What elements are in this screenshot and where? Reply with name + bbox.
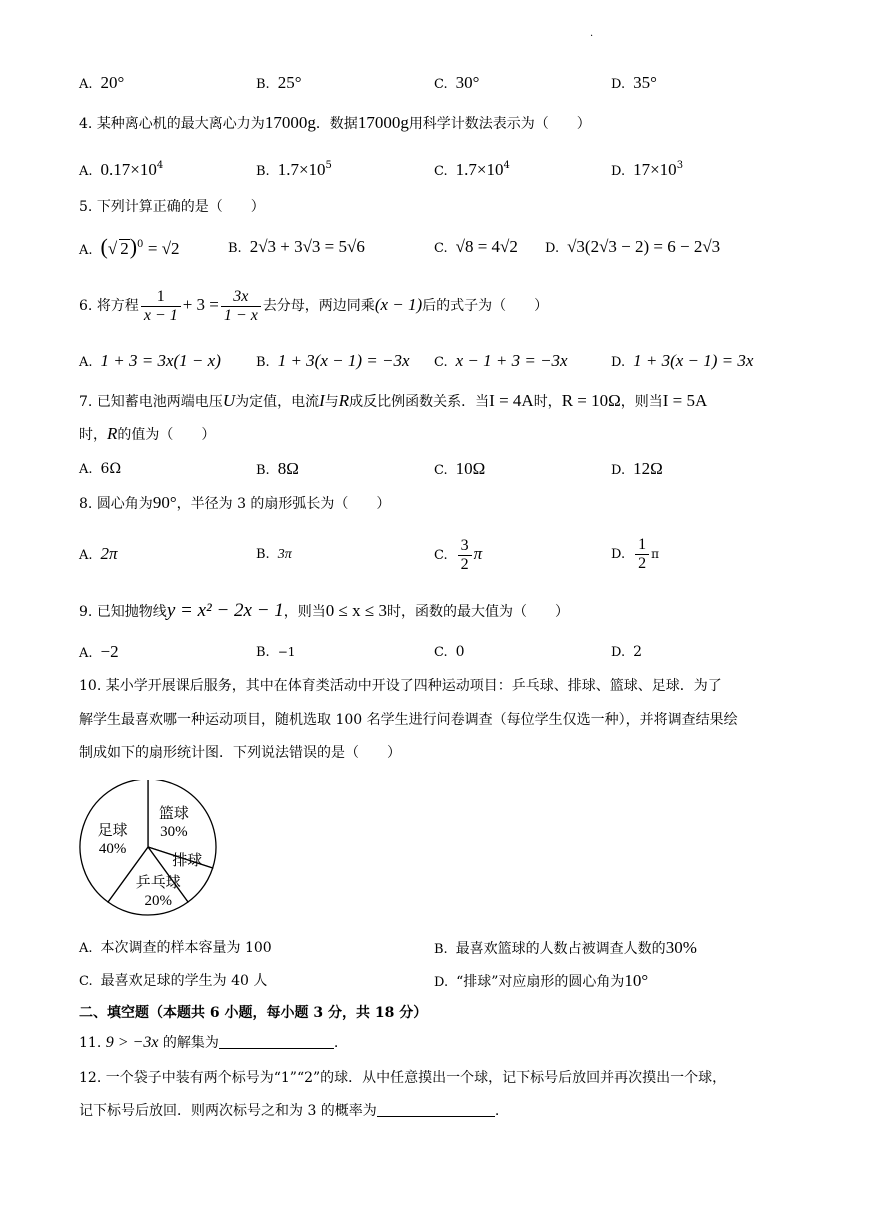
- q6-option-d[interactable]: D. 1 + 3(x − 1) = 3x: [611, 351, 754, 370]
- q4-option-c[interactable]: C. $1.7\times 10^4$: [434, 160, 510, 179]
- q5-option-a[interactable]: A. (√ 2)$^0$ = √2: [79, 234, 180, 259]
- q9-option-d[interactable]: D. 2: [611, 644, 643, 660]
- q7-option-c[interactable]: C. 10Ω: [434, 459, 486, 478]
- q3-option-b-value: 25°: [277, 73, 302, 92]
- q7-option-b[interactable]: B. 8Ω: [256, 459, 299, 478]
- q5-stem: 5. 下列计算正确的是（ ）: [79, 199, 265, 215]
- q10-stem-line3: 制成如下的扇形统计图．下列说法错误的是（ ）: [79, 745, 401, 761]
- q4-option-b[interactable]: B. $1.7\times 10^5$: [256, 160, 332, 179]
- q4-option-a[interactable]: A. $0.17\times 10^4$: [79, 160, 164, 179]
- q7-stem-line2: 时，R的值为（ ）: [79, 424, 216, 443]
- q5-option-d[interactable]: D. √3(2√3 − 2) = 6 − 2√3: [545, 237, 721, 256]
- q6-fraction-2: $\frac{3x}{1 - x}$: [221, 288, 261, 325]
- q8-option-c[interactable]: C. $\frac{3}{2}$ π: [434, 536, 483, 573]
- q7-stem-line1: 7. 已知蓄电池两端电压U为定值，电流I与R成反比例函数关系．当I = 4A时，R = 10Ω，则当I = 5A: [79, 391, 708, 410]
- q3-option-d-value: 35°: [633, 73, 657, 92]
- section-2-title: 二、填空题（本题共 6 小题，每小题 3 分，共 18 分）: [79, 1005, 428, 1021]
- q10-option-a[interactable]: A. 本次调查的样本容量为 100: [79, 940, 272, 956]
- pie-chart: [75, 780, 225, 920]
- q9-option-b[interactable]: B. −1: [256, 645, 296, 660]
- q6-stem: 6. 将方程 $\frac{1}{x - 1}$ + 3 = $\frac{3x}{1 - x}$ 去分母，两边同乘(x − 1)后的式子为（ ）: [79, 287, 549, 324]
- q6-fraction-1: $\frac{1}{x - 1}$: [141, 288, 181, 325]
- q8-option-a[interactable]: A. 2π: [79, 544, 118, 563]
- q9-option-a[interactable]: A. −2: [79, 642, 119, 661]
- q3-option-b[interactable]: B. 25°: [256, 73, 302, 92]
- pie-value-label-2: 20%: [144, 893, 172, 910]
- header-dot: .: [590, 28, 594, 39]
- q5-option-b[interactable]: B. 2√3 + 3√3 = 5√6: [228, 237, 365, 256]
- q9-option-c[interactable]: C. 0: [434, 644, 465, 660]
- q6-option-a[interactable]: A. 1 + 3 = 3x(1 − x): [79, 351, 221, 370]
- q3-option-c[interactable]: C. 30°: [434, 73, 480, 92]
- q7-option-d[interactable]: D. 12Ω: [611, 459, 663, 478]
- q3-option-a[interactable]: A. 20°: [79, 73, 125, 92]
- q11-answer-blank[interactable]: [219, 1034, 334, 1049]
- q8-option-b[interactable]: B. 3π: [256, 547, 292, 562]
- pie-label-1: 排球: [172, 852, 203, 869]
- q4-stem: 4. 某种离心机的最大离心力为17000g．数据17000g用科学计数法表示为（ ）: [79, 113, 591, 132]
- q12-stem-line1: 12. 一个袋子中装有两个标号为“1”“2”的球．从中任意摸出一个球，记下标号后放回并再次摸出一个球，: [79, 1070, 727, 1086]
- pie-label-0: 篮球: [158, 805, 189, 822]
- q9-stem: 9. 已知抛物线y = x² − 2x − 1，则当0 ≤ x ≤ 3时，函数的最大值为（ ）: [79, 600, 569, 621]
- pie-value-label-0: 30%: [160, 823, 188, 840]
- q4-option-d[interactable]: D. $17\times 10^3$: [611, 160, 684, 179]
- q7-option-a[interactable]: A. 6Ω: [79, 461, 122, 477]
- pie-value-label-3: 40%: [98, 840, 127, 857]
- q10-option-c[interactable]: C. 最喜欢足球的学生为 40 人: [79, 973, 268, 989]
- q3-option-d[interactable]: D. 35°: [611, 73, 657, 92]
- q8-option-d[interactable]: D. $\frac{1}{2}$ π: [611, 535, 659, 572]
- q10-stem-line2: 解学生最喜欢哪一种运动项目，随机选取 100 名学生进行问卷调查（每位学生仅选一种），并将调查结果绘: [79, 712, 738, 728]
- q8-stem: 8. 圆心角为90°，半径为 3 的扇形弧长为（ ）: [79, 493, 391, 512]
- q5-option-c[interactable]: C. √8 = 4√2: [434, 237, 518, 256]
- q12-stem-line2: 记下标号后放回．则两次标号之和为 3 的概率为 .: [79, 1103, 500, 1119]
- q10-option-b[interactable]: B. 最喜欢篮球的人数占被调查人数的30%: [434, 938, 697, 957]
- q3-option-c-value: 30°: [455, 73, 480, 92]
- pie-label-3: 足球: [97, 822, 128, 839]
- q10-stem-line1: 10. 某小学开展课后服务，其中在体育类活动中开设了四种运动项目：乒乓球、排球、篮球、足球．为了: [79, 678, 722, 694]
- q3-option-a-value: 20°: [100, 73, 125, 92]
- pie-label-2: 乒乓球: [135, 875, 181, 892]
- q12-answer-blank[interactable]: [377, 1102, 495, 1117]
- q6-option-b[interactable]: B. 1 + 3(x − 1) = −3x: [256, 351, 410, 370]
- q6-option-c[interactable]: C. x − 1 + 3 = −3x: [434, 351, 568, 370]
- q11-stem: 11. 9 > −3x 的解集为 .: [79, 1034, 339, 1051]
- q10-option-d[interactable]: D. “排球”对应扇形的圆心角为10°: [434, 971, 649, 990]
